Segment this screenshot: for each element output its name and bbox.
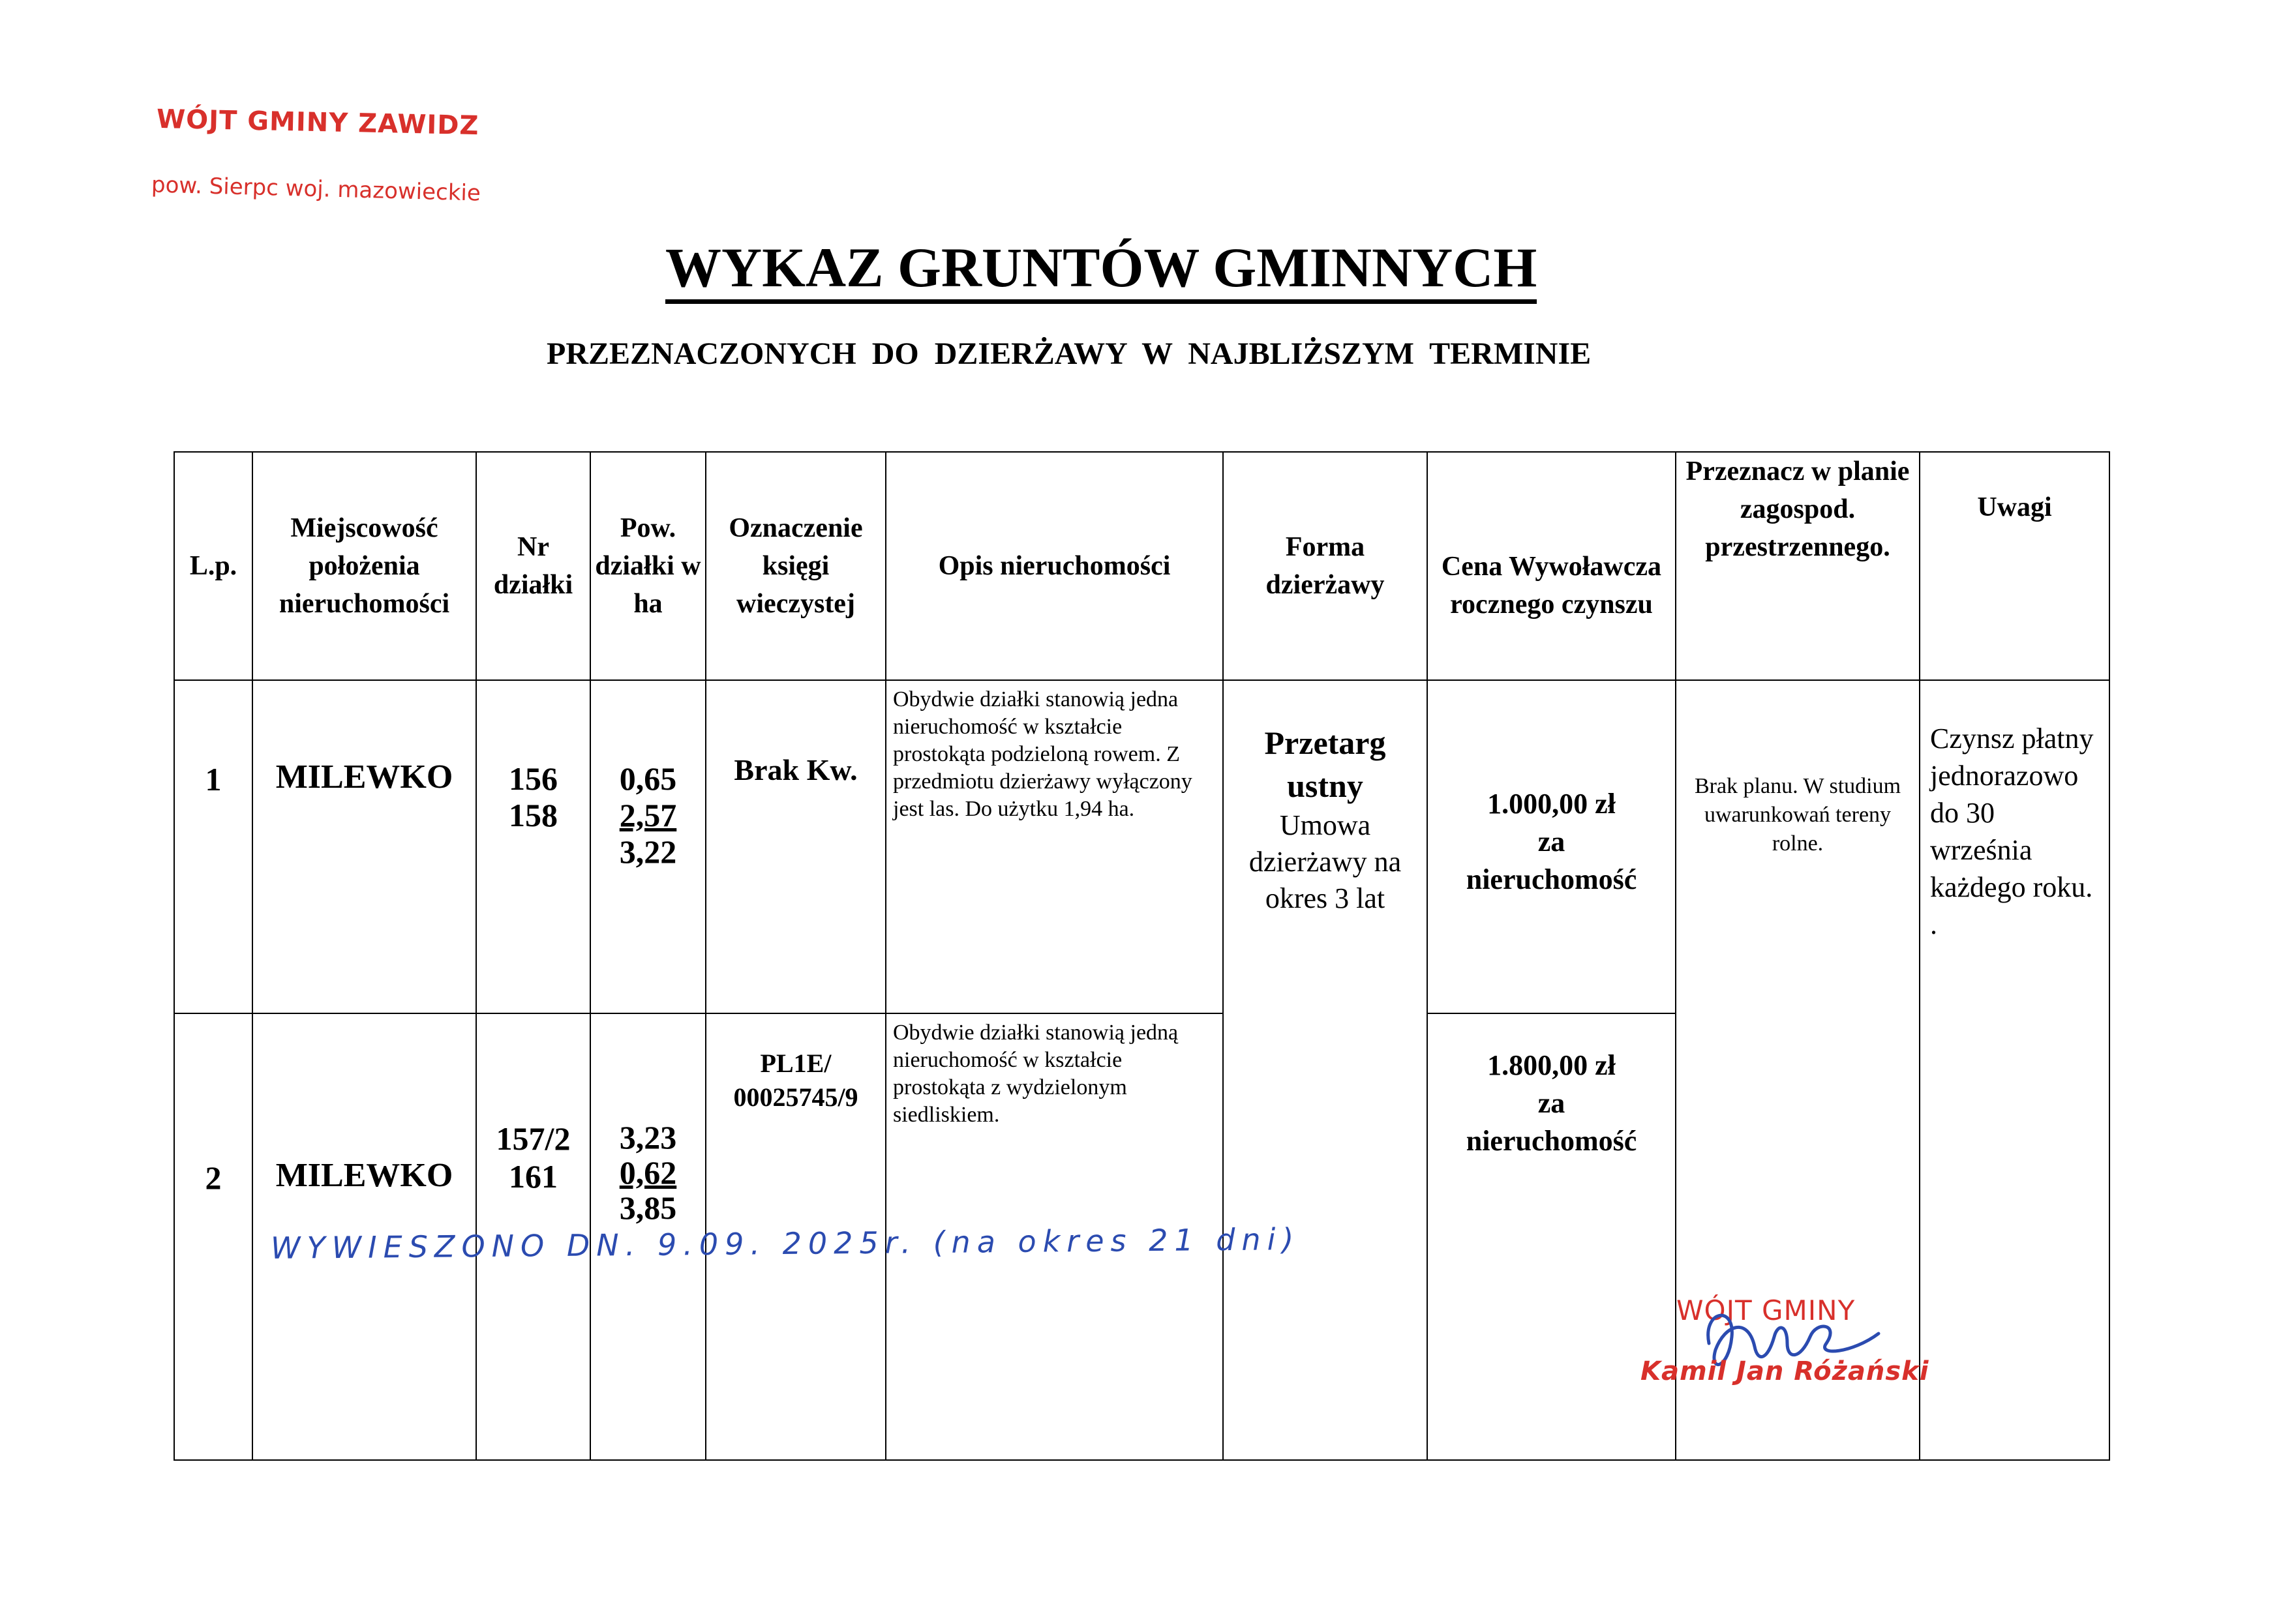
header-cena: Cena Wywoławcza rocznego czynszu (1427, 452, 1676, 680)
row-1-nr-a: 156 (509, 760, 558, 797)
posting-annotation: WYWIESZONO DN. 9.09. 2025r. (na okres 21 dni) (270, 1221, 1301, 1266)
document-title: WYKAZ GRUNTÓW GMINNYCH (665, 238, 1537, 304)
row-2-opis: Obydwie działki stanowią jedną nieruchomość w kształcie prostokąta z wydzielonym siedliskiem. (886, 1013, 1223, 1460)
row-2-cena-unit: nieruchomość (1466, 1125, 1637, 1157)
row-1-pow-a: 0,65 (619, 760, 677, 797)
header-miejscowosc: Miejscowość położenia nieruchomości (252, 452, 476, 680)
header-lp: L.p. (174, 452, 252, 680)
row-1-cena-value: 1.000,00 zł (1487, 788, 1616, 820)
row-2-nr-a: 157/2 (496, 1120, 571, 1157)
stamp-office-name: WÓJT GMINY ZAWIDZ (156, 104, 479, 142)
forma-przetarg: Przetarg ustny (1264, 724, 1386, 804)
row-2-cena-za: za (1537, 1087, 1565, 1119)
uwagi-cell (1920, 680, 2109, 1460)
document-subtitle: PRZEZNACZONYCH DO DZIERŻAWY W NAJBLIŻSZYM TERMINIE (547, 336, 1592, 371)
stamp-office-address: pow. Sierpc woj. mazowieckie (151, 172, 481, 207)
row-2-ksiega: PL1E/ 00025745/9 (706, 1013, 886, 1460)
header-przeznacz: Przeznacz w planie zagospod. przestrzennego. (1676, 452, 1920, 680)
row-1-opis: Obydwie działki stanowią jedna nieruchomość w kształcie prostokąta podzieloną rowem. Z przedmiotu dzierżawy wyłączony jest las. Do użytku 1,94 ha. (886, 680, 1223, 1013)
forma-dzierzawy-cell (1223, 680, 1427, 1460)
row-1-ksiega: Brak Kw. (706, 680, 886, 1013)
header-ksiega: Oznaczenie księgi wieczystej (706, 452, 886, 680)
row-1-cena (1427, 680, 1676, 1013)
row-1-pow-sum: 3,22 (619, 833, 677, 870)
header-nr-dzialki: Nr działki (476, 452, 590, 680)
row-2-pow-a: 3,23 (619, 1119, 677, 1156)
row-2-cena-value: 1.800,00 zł (1487, 1049, 1616, 1081)
row-2-cena (1427, 1013, 1676, 1460)
header-pow-dzialki: Pow. działki w ha (590, 452, 706, 680)
row-1-pow (590, 680, 706, 1013)
row-2-nr-b: 161 (509, 1158, 558, 1195)
row-1-cena-unit: nieruchomość (1466, 863, 1637, 895)
header-forma: Forma dzierżawy (1223, 452, 1427, 680)
row-1-pow-b: 2,57 (619, 797, 677, 833)
uwagi-text: Czynsz płatny jednorazowo do 30 września każdego roku. (1930, 723, 2094, 903)
row-1-nr-b: 158 (509, 797, 558, 833)
row-1-nr (476, 680, 590, 1013)
przeznacz-text: Brak planu. W studium uwarunkowań tereny rolne. (1694, 774, 1901, 856)
signature-stamp-title: WÓJT GMINY (1676, 1294, 1856, 1326)
table-header-row (174, 452, 2109, 680)
row-1-lp: 1 (174, 680, 252, 1013)
forma-umowa: Umowa dzierżawy na okres 3 lat (1248, 809, 1402, 914)
row-2-pow-sum: 3,85 (619, 1189, 677, 1226)
row-1-miejscowosc: MILEWKO (252, 680, 476, 1013)
row-1-cena-za: za (1537, 826, 1565, 858)
table-row (174, 680, 2109, 1013)
signature-stamp-name: Kamil Jan Różański (1640, 1356, 1929, 1386)
row-2-pow-b: 0,62 (619, 1154, 677, 1191)
row-2-lp: 2 (174, 1013, 252, 1460)
header-opis: Opis nieruchomości (886, 452, 1223, 680)
uwagi-dot: . (1930, 908, 1937, 940)
header-uwagi: Uwagi (1920, 452, 2109, 680)
row-2-miejscowosc: MILEWKO (252, 1013, 476, 1460)
